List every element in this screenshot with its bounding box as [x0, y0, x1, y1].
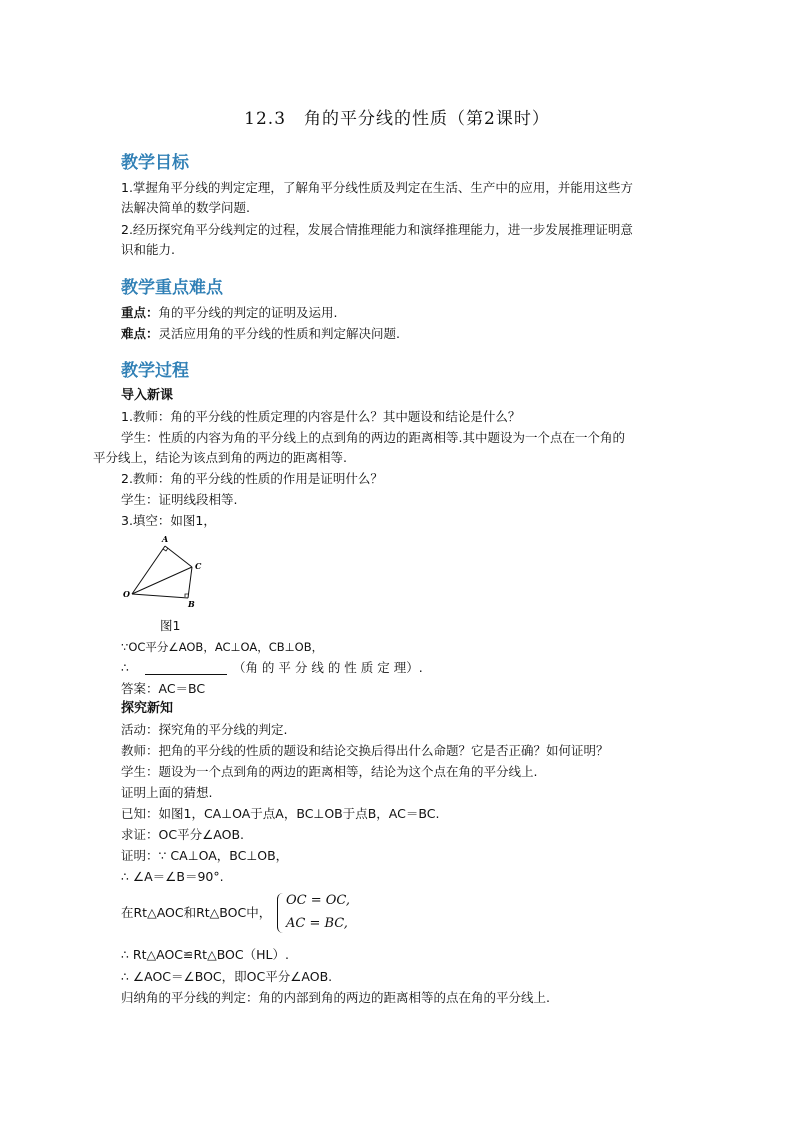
explore-prove: 证明上面的猜想.: [121, 785, 213, 800]
difficulty-text: 灵活应用角的平分线的性质和判定解决问题.: [158, 326, 400, 341]
fill-given: ∵OC平分∠AOB，AC⊥OA，CB⊥OB，: [121, 640, 324, 654]
conclusion: 归纳角的平分线的判定：角的内部到角的两边的距离相等的点在角的平分线上.: [121, 990, 550, 1005]
label-o: O: [123, 589, 130, 599]
section-heading-process: 教学过程: [121, 361, 189, 381]
keypoint-line: [121, 303, 338, 323]
system-brace: [277, 893, 284, 933]
answer-blank[interactable]: [145, 664, 227, 675]
system-equation-1: OC = OC,: [286, 893, 351, 908]
intro-answer-2: 学生：证明线段相等.: [121, 492, 238, 507]
goal-2-line-1: 2.经历探究角平分线判定的过程，发展合情推理能力和演绎推理能力，进一步发展推理证明意: [121, 222, 633, 237]
section-heading-goals: 教学目标: [121, 153, 189, 173]
goal-1-line-2: 法解决简单的数学问题.: [121, 200, 250, 215]
therefore-reason: （角 的 平 分 线 的 性 质 定 理）.: [232, 660, 423, 675]
proof-step-1: 证明：∵ CA⊥OA，BC⊥OB，: [121, 848, 289, 863]
system-equation-2: AC = BC,: [286, 916, 348, 931]
goal-2-line-2: 识和能力.: [121, 242, 175, 257]
intro-question-3: 3.填空：如图1，: [121, 513, 216, 528]
difficulty-label: 难点：: [121, 326, 159, 341]
intro-answer-1-line-2: 平分线上，结论为该点到角的两边的距离相等.: [93, 450, 347, 465]
therefore-symbol: ∴: [121, 660, 129, 675]
segment-ob: [132, 594, 188, 598]
keypoint-text: 角的平分线的判定的证明及运用.: [158, 305, 338, 320]
subheading-explore: 探究新知: [121, 701, 174, 716]
fill-therefore-line: [121, 658, 423, 678]
proof-step-2: ∴ ∠A＝∠B＝90°.: [121, 869, 224, 884]
intro-question-1: 1.教师：角的平分线的性质定理的内容是什么？其中题设和结论是什么？: [121, 409, 521, 424]
proof-system-intro: 在Rt△AOC和Rt△BOC中，: [121, 905, 272, 920]
explore-seek: 求证：OC平分∠AOB.: [121, 827, 244, 842]
label-b: B: [188, 599, 195, 609]
keypoint-label: 重点：: [121, 305, 159, 320]
difficulty-line: [121, 324, 400, 344]
intro-question-2: 2.教师：角的平分线的性质的作用是证明什么？: [121, 471, 383, 486]
proof-step-3: ∴ Rt△AOC≌Rt△BOC（HL）.: [121, 947, 289, 962]
figure-1-caption: 图1: [160, 618, 181, 633]
segment-bc: [188, 567, 192, 598]
section-heading-keypoints: 教学重点难点: [121, 278, 223, 298]
goal-1-line-1: 1.掌握角平分线的判定定理，了解角平分线性质及判定在生活、生产中的应用，并能用这些方: [121, 180, 633, 195]
explore-known: 已知：如图1，CA⊥OA于点A，BC⊥OB于点B，AC＝BC.: [121, 806, 440, 821]
subheading-intro: 导入新课: [121, 388, 174, 403]
explore-activity: 活动：探究角的平分线的判定.: [121, 722, 288, 737]
segment-ac: [165, 546, 192, 567]
label-a: A: [162, 534, 169, 544]
intro-answer-1-line-1: 学生：性质的内容为角的平分线上的点到角的两边的距离相等.其中题设为一个点在一个角的: [121, 430, 625, 445]
figure-1-diagram: [118, 532, 210, 612]
page-title: 12.3 角的平分线的性质（第2课时）: [244, 109, 550, 129]
explore-teacher: 教师：把角的平分线的性质的题设和结论交换后得出什么命题？它是否正确？如何证明？: [121, 743, 609, 758]
proof-step-4: ∴ ∠AOC＝∠BOC，即OC平分∠AOB.: [121, 969, 333, 984]
explore-student: 学生：题设为一个点到角的两边的距离相等，结论为这个点在角的平分线上.: [121, 764, 538, 779]
fill-answer: 答案：AC＝BC: [121, 681, 206, 696]
label-c: C: [195, 561, 202, 571]
